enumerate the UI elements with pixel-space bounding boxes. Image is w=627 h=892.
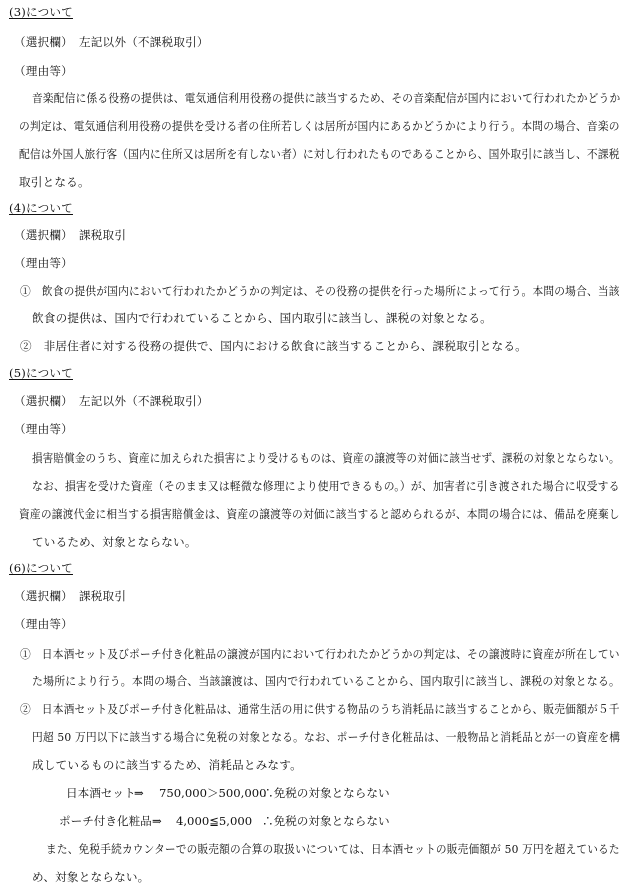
calc-arrow: ⇒	[134, 786, 144, 800]
paragraph-line: 資産の譲渡代金に相当する損害賠償金は、資産の譲渡等の対価に該当すると認められるが、本問の場合には、備品を廃棄し	[19, 507, 620, 521]
choice-field: （選択欄） 課税取引	[14, 228, 127, 242]
calc-expression: 4,000≦5,000	[176, 814, 253, 828]
paragraph-line: ② 非居住者に対する役務の提供で、国内における飲食に該当することから、課税取引となる。	[20, 339, 527, 353]
choice-field: （選択欄） 左記以外（不課税取引）	[14, 394, 209, 408]
paragraph-line: た場所により行う。本問の場合、当該譲渡は、国内で行われていることから、国内取引に該当し、課税の対象となる。	[32, 674, 621, 688]
paragraph-line: ているため、対象とならない。	[32, 535, 197, 549]
reason-label: （理由等）	[14, 64, 73, 78]
reason-label: （理由等）	[14, 256, 73, 270]
paragraph-line: 円超 50 万円以下に該当する場合に免税の対象となる。なお、ポーチ付き化粧品は、一般物品と消耗品とが一の資産を構	[32, 730, 621, 744]
reason-label: （理由等）	[14, 422, 73, 436]
paragraph-line: なお、損害を受けた資産（そのまま又は軽微な修理により使用できるもの。）が、加害者に引き渡された場合に収受する	[32, 479, 620, 493]
paragraph-line: ① 日本酒セット及びポーチ付き化粧品の譲渡が国内において行われたかどうかの判定は、その譲渡時に資産が所在してい	[20, 647, 620, 661]
paragraph-line: ② 日本酒セット及びポーチ付き化粧品は、通常生活の用に供する物品のうち消耗品に該当することから、販売価額が５千	[20, 702, 620, 716]
paragraph-line: 損害賠償金のうち、資産に加えられた損害により受けるものは、資産の譲渡等の対価に該当せず、課税の対象とならない。	[32, 451, 620, 465]
calc-result: ∴免税の対象とならない	[262, 786, 390, 800]
paragraph-line: ① 飲食の提供が国内において行われたかどうかの判定は、その役務の提供を行った場所によって行う。本問の場合、当該	[20, 284, 620, 298]
section-heading: (4)について	[9, 201, 73, 215]
calc-item: 日本酒セット	[66, 786, 136, 800]
paragraph-line: 音楽配信に係る役務の提供は、電気通信利用役務の提供に該当するため、その音楽配信が国内において行われたかどうか	[32, 91, 621, 105]
section-heading: (6)について	[9, 561, 73, 575]
section-heading: (3)について	[9, 5, 73, 19]
calc-result: ∴免税の対象とならない	[262, 814, 390, 828]
paragraph-line: 成しているものに該当するため、消耗品とみなす。	[32, 758, 302, 772]
paragraph-line: 取引となる。	[19, 175, 90, 189]
paragraph-line: また、免税手続カウンターでの販売額の合算の取扱いについては、日本酒セットの販売価額が 50 万円を超えているた	[46, 842, 620, 856]
paragraph-line: 飲食の提供は、国内で行われていることから、国内取引に該当し、課税の対象となる。	[32, 311, 492, 325]
paragraph-line: の判定は、電気通信利用役務の提供を受ける者の住所若しくは居所が国内にあるかどうかにより行う。本問の場合、音楽の	[19, 119, 620, 133]
calc-expression: 750,000＞500,000	[159, 786, 267, 800]
calc-item: ポーチ付き化粧品	[59, 814, 152, 828]
choice-field: （選択欄） 課税取引	[14, 589, 127, 603]
section-heading: (5)について	[9, 366, 73, 380]
calc-arrow: ⇒	[152, 814, 162, 828]
reason-label: （理由等）	[14, 617, 73, 631]
paragraph-line: め、対象とならない。	[32, 870, 150, 884]
choice-field: （選択欄） 左記以外（不課税取引）	[14, 35, 209, 49]
paragraph-line: 配信は外国人旅行客（国内に住所又は居所を有しない者）に対し行われたものであることから、国外取引に該当し、不課税	[19, 147, 620, 161]
